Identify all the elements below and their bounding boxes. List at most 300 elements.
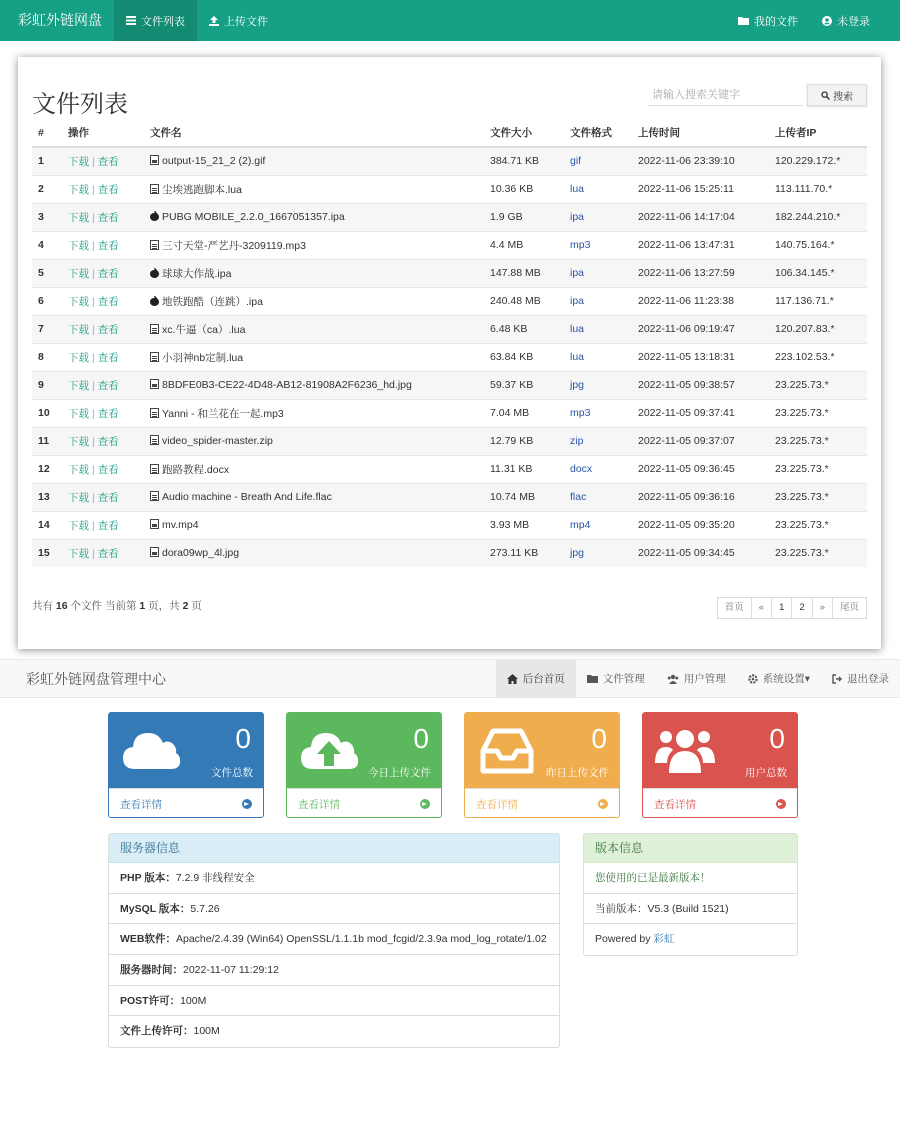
row-uploader-ip: 23.225.73.* bbox=[769, 483, 867, 511]
admin-menu-users-label: 用户管理 bbox=[683, 673, 726, 685]
table-row bbox=[32, 287, 867, 315]
version-info-title: 版本信息 bbox=[584, 834, 797, 863]
nav-my-files[interactable] bbox=[726, 0, 810, 41]
col-uploader-ip: 上传者IP bbox=[769, 119, 867, 147]
pager-last[interactable]: 尾页 bbox=[832, 597, 867, 619]
table-row bbox=[32, 147, 867, 175]
row-upload-time: 2022-11-06 15:25:11 bbox=[632, 175, 769, 203]
table-row bbox=[32, 343, 867, 371]
admin-menu-files-label: 文件管理 bbox=[602, 673, 645, 685]
users-icon bbox=[655, 723, 715, 778]
row-filename[interactable] bbox=[144, 371, 484, 399]
row-size: 63.84 KB bbox=[484, 343, 564, 371]
file-name: 球球大作战.ipa bbox=[162, 267, 232, 280]
row-index: 15 bbox=[32, 539, 62, 567]
info-value: 5.7.26 bbox=[190, 902, 220, 915]
row-index: 11 bbox=[32, 427, 62, 455]
row-size: 10.36 KB bbox=[484, 175, 564, 203]
stat-card-today-uploads bbox=[286, 712, 442, 818]
row-uploader-ip: 120.229.172.* bbox=[769, 147, 867, 175]
row-actions bbox=[62, 511, 144, 539]
row-size: 3.93 MB bbox=[484, 511, 564, 539]
file-name: 小羽神nb定制.lua bbox=[162, 351, 244, 364]
view-link[interactable]: 查看 bbox=[97, 351, 119, 364]
stat-card-total-users bbox=[642, 712, 798, 818]
row-index: 10 bbox=[32, 399, 62, 427]
gear-icon bbox=[748, 674, 758, 684]
user-icon bbox=[822, 16, 832, 26]
file-list-panel bbox=[18, 57, 881, 649]
row-actions bbox=[62, 315, 144, 343]
inbox-icon bbox=[477, 723, 537, 778]
row-actions bbox=[62, 343, 144, 371]
table-row bbox=[32, 539, 867, 567]
pager-next[interactable]: » bbox=[812, 597, 833, 619]
server-info-title: 服务器信息 bbox=[109, 834, 559, 863]
info-value: 100M bbox=[193, 1025, 220, 1038]
table-row bbox=[32, 259, 867, 287]
row-filename[interactable] bbox=[144, 259, 484, 287]
nav-my-files-label: 我的文件 bbox=[754, 15, 798, 28]
admin-menu-home[interactable] bbox=[496, 660, 576, 698]
file-name: output-15_21_2 (2).gif bbox=[162, 155, 266, 168]
server-info-web bbox=[109, 924, 559, 955]
search-icon bbox=[821, 91, 830, 100]
search-button-label: 搜索 bbox=[833, 91, 853, 103]
info-value: 7.2.9 非线程安全 bbox=[175, 872, 255, 884]
file-name: Yanni - 和兰花在一起.mp3 bbox=[162, 407, 284, 420]
card-head bbox=[643, 713, 797, 788]
download-link[interactable]: 下载 bbox=[68, 267, 89, 280]
row-actions bbox=[62, 175, 144, 203]
row-size: 12.79 KB bbox=[484, 427, 564, 455]
file-name: video_spider-master.zip bbox=[162, 435, 273, 447]
download-link[interactable]: 下载 bbox=[68, 295, 89, 308]
info-key: MySQL 版本： bbox=[120, 902, 191, 915]
apple-icon bbox=[150, 296, 159, 306]
info-key: POST许可： bbox=[120, 994, 181, 1007]
arrow-right-icon bbox=[776, 799, 786, 809]
row-format: mp3 bbox=[564, 399, 632, 427]
row-filename[interactable] bbox=[144, 231, 484, 259]
row-uploader-ip: 23.225.73.* bbox=[769, 455, 867, 483]
search-input[interactable] bbox=[648, 84, 803, 106]
document-file-icon bbox=[150, 464, 159, 474]
row-format: flac bbox=[564, 483, 632, 511]
version-latest-notice: 您使用的已是最新版本！ bbox=[584, 863, 797, 894]
row-uploader-ip: 117.136.71.* bbox=[769, 287, 867, 315]
row-size: 273.11 KB bbox=[484, 539, 564, 567]
download-link[interactable]: 下载 bbox=[68, 183, 89, 196]
nav-login[interactable] bbox=[810, 0, 882, 41]
row-actions bbox=[62, 147, 144, 175]
download-link[interactable]: 下载 bbox=[68, 239, 89, 252]
brand[interactable]: 彩虹外链网盘 bbox=[18, 12, 102, 28]
version-current-label: 当前版本： bbox=[595, 902, 648, 915]
table-row bbox=[32, 511, 867, 539]
admin-menu-files[interactable] bbox=[576, 660, 656, 698]
file-name: 三寸天堂-严艺丹-3209119.mp3 bbox=[162, 239, 306, 252]
row-index: 12 bbox=[32, 455, 62, 483]
row-uploader-ip: 120.207.83.* bbox=[769, 315, 867, 343]
row-format: lua bbox=[564, 343, 632, 371]
row-actions bbox=[62, 455, 144, 483]
row-format: ipa bbox=[564, 203, 632, 231]
version-current-value: V5.3 (Build 1521) bbox=[647, 902, 729, 915]
row-upload-time: 2022-11-06 13:27:59 bbox=[632, 259, 769, 287]
file-table-body bbox=[32, 147, 867, 567]
powered-link[interactable]: 彩虹 bbox=[653, 933, 675, 946]
row-upload-time: 2022-11-05 13:18:31 bbox=[632, 343, 769, 371]
view-link[interactable]: 查看 bbox=[97, 407, 119, 420]
version-powered bbox=[584, 924, 797, 955]
row-size: 147.88 MB bbox=[484, 259, 564, 287]
card-value: 0 bbox=[591, 723, 607, 754]
row-format: docx bbox=[564, 455, 632, 483]
image-file-icon bbox=[150, 379, 159, 389]
row-upload-time: 2022-11-06 14:17:04 bbox=[632, 203, 769, 231]
row-upload-time: 2022-11-05 09:38:57 bbox=[632, 371, 769, 399]
row-size: 10.74 MB bbox=[484, 483, 564, 511]
row-filename[interactable] bbox=[144, 399, 484, 427]
upload-icon bbox=[209, 16, 219, 26]
admin-navbar bbox=[0, 659, 900, 698]
logout-icon bbox=[832, 674, 842, 684]
card-details-label: 查看详情 bbox=[476, 798, 518, 811]
action-separator: | bbox=[92, 491, 95, 504]
file-name: 尘埃逃跑脚本.lua bbox=[162, 183, 242, 196]
card-label: 文件总数 bbox=[211, 767, 253, 779]
card-value: 0 bbox=[235, 723, 251, 754]
server-info-php bbox=[109, 863, 559, 894]
summary-page: 1 bbox=[139, 600, 146, 612]
row-filename[interactable] bbox=[144, 315, 484, 343]
col-action: 操作 bbox=[62, 119, 144, 147]
image-file-icon bbox=[150, 547, 159, 557]
view-link[interactable]: 查看 bbox=[97, 295, 119, 308]
row-upload-time: 2022-11-05 09:34:45 bbox=[632, 539, 769, 567]
document-file-icon bbox=[150, 324, 159, 334]
table-row bbox=[32, 175, 867, 203]
info-key: WEB软件： bbox=[120, 933, 176, 946]
view-link[interactable]: 查看 bbox=[97, 379, 119, 392]
row-actions bbox=[62, 399, 144, 427]
card-label: 今日上传文件 bbox=[368, 767, 431, 779]
admin-menu-home-label: 后台首页 bbox=[522, 673, 565, 685]
action-separator: | bbox=[92, 407, 95, 420]
card-details-label: 查看详情 bbox=[298, 798, 340, 811]
col-upload-time: 上传时间 bbox=[632, 119, 769, 147]
file-name: 8BDFE0B3-CE22-4D48-AB12-81908A2F6236_hd.jpg bbox=[162, 379, 412, 391]
file-name: 跑路教程.docx bbox=[162, 463, 230, 476]
info-value: Apache/2.4.39 (Win64) OpenSSL/1.1.1b mod_fcgid/2.3.9a mod_log_rotate/1.02 bbox=[176, 933, 547, 946]
row-index: 1 bbox=[32, 147, 62, 175]
action-separator: | bbox=[92, 519, 95, 532]
row-upload-time: 2022-11-05 09:36:16 bbox=[632, 483, 769, 511]
server-info-panel bbox=[108, 833, 560, 1048]
view-link[interactable]: 查看 bbox=[97, 267, 119, 280]
arrow-right-icon bbox=[420, 799, 430, 809]
arrow-right-icon bbox=[598, 799, 608, 809]
card-details-link[interactable] bbox=[465, 788, 619, 818]
row-filename[interactable] bbox=[144, 343, 484, 371]
document-file-icon bbox=[150, 435, 159, 445]
stat-card-yesterday-uploads bbox=[464, 712, 620, 818]
table-row bbox=[32, 203, 867, 231]
row-size: 384.71 KB bbox=[484, 147, 564, 175]
file-name: xc.牛逼（ca）.lua bbox=[162, 323, 246, 336]
cloud-icon bbox=[121, 723, 181, 778]
card-value: 0 bbox=[413, 723, 429, 754]
row-filename[interactable] bbox=[144, 147, 484, 175]
row-uploader-ip: 140.75.164.* bbox=[769, 231, 867, 259]
row-index: 5 bbox=[32, 259, 62, 287]
action-separator: | bbox=[92, 463, 95, 476]
card-details-link[interactable] bbox=[287, 788, 441, 818]
row-uploader-ip: 23.225.73.* bbox=[769, 399, 867, 427]
row-uploader-ip: 182.244.210.* bbox=[769, 203, 867, 231]
row-format: ipa bbox=[564, 287, 632, 315]
row-index: 8 bbox=[32, 343, 62, 371]
col-index: # bbox=[32, 119, 62, 147]
card-details-label: 查看详情 bbox=[654, 798, 696, 811]
col-size: 文件大小 bbox=[484, 119, 564, 147]
row-format: lua bbox=[564, 315, 632, 343]
action-separator: | bbox=[92, 155, 95, 168]
stat-card-total-files bbox=[108, 712, 264, 818]
card-details-link[interactable] bbox=[643, 788, 797, 818]
row-upload-time: 2022-11-06 13:47:31 bbox=[632, 231, 769, 259]
view-link[interactable]: 查看 bbox=[97, 183, 119, 196]
row-filename[interactable] bbox=[144, 483, 484, 511]
row-size: 6.48 KB bbox=[484, 315, 564, 343]
row-uploader-ip: 113.111.70.* bbox=[769, 175, 867, 203]
server-info-mysql bbox=[109, 894, 559, 925]
apple-icon bbox=[150, 268, 159, 278]
row-actions bbox=[62, 203, 144, 231]
card-head bbox=[465, 713, 619, 788]
image-file-icon bbox=[150, 519, 159, 529]
cloud-upload-icon bbox=[299, 723, 359, 778]
action-separator: | bbox=[92, 379, 95, 392]
download-link[interactable]: 下载 bbox=[68, 407, 89, 420]
row-upload-time: 2022-11-06 23:39:10 bbox=[632, 147, 769, 175]
document-file-icon bbox=[150, 491, 159, 501]
table-row bbox=[32, 315, 867, 343]
row-upload-time: 2022-11-05 09:36:45 bbox=[632, 455, 769, 483]
file-table bbox=[32, 119, 867, 567]
row-format: ipa bbox=[564, 259, 632, 287]
card-value: 0 bbox=[769, 723, 785, 754]
users-icon bbox=[667, 674, 679, 684]
row-upload-time: 2022-11-05 09:35:20 bbox=[632, 511, 769, 539]
summary-suffix: 页 bbox=[191, 600, 202, 612]
top-navbar bbox=[0, 0, 900, 41]
row-size: 240.48 MB bbox=[484, 287, 564, 315]
row-uploader-ip: 23.225.73.* bbox=[769, 427, 867, 455]
row-uploader-ip: 23.225.73.* bbox=[769, 539, 867, 567]
download-link[interactable]: 下载 bbox=[68, 491, 89, 504]
pager-first[interactable]: 首页 bbox=[717, 597, 752, 619]
row-index: 3 bbox=[32, 203, 62, 231]
col-format: 文件格式 bbox=[564, 119, 632, 147]
row-actions bbox=[62, 371, 144, 399]
row-format: zip bbox=[564, 427, 632, 455]
row-upload-time: 2022-11-05 09:37:07 bbox=[632, 427, 769, 455]
card-head bbox=[287, 713, 441, 788]
download-link[interactable]: 下载 bbox=[68, 155, 89, 168]
download-link[interactable]: 下载 bbox=[68, 547, 89, 560]
row-filename[interactable] bbox=[144, 539, 484, 567]
download-link[interactable]: 下载 bbox=[68, 519, 89, 532]
row-format: mp4 bbox=[564, 511, 632, 539]
info-value: 100M bbox=[180, 994, 207, 1007]
view-link[interactable]: 查看 bbox=[97, 463, 119, 476]
download-link[interactable]: 下载 bbox=[68, 435, 89, 448]
action-separator: | bbox=[92, 351, 95, 364]
info-key: 文件上传许可： bbox=[120, 1025, 194, 1038]
row-filename[interactable] bbox=[144, 203, 484, 231]
version-current bbox=[584, 894, 797, 925]
image-file-icon bbox=[150, 155, 159, 165]
powered-prefix: Powered by bbox=[595, 933, 654, 946]
summary-mid: 个文件 当前第 bbox=[70, 600, 137, 612]
view-link[interactable]: 查看 bbox=[97, 239, 119, 252]
admin-menu-logout-label: 退出登录 bbox=[847, 673, 889, 685]
card-label: 昨日上传文件 bbox=[546, 767, 609, 779]
row-index: 13 bbox=[32, 483, 62, 511]
action-separator: | bbox=[92, 239, 95, 252]
action-separator: | bbox=[92, 267, 95, 280]
row-index: 9 bbox=[32, 371, 62, 399]
search-bar bbox=[648, 84, 867, 106]
list-icon bbox=[126, 16, 136, 25]
card-label: 用户总数 bbox=[745, 767, 787, 779]
card-head bbox=[109, 713, 263, 788]
row-filename[interactable] bbox=[144, 511, 484, 539]
pager-page-1[interactable]: 1 bbox=[771, 597, 792, 619]
row-format: jpg bbox=[564, 539, 632, 567]
row-uploader-ip: 23.225.73.* bbox=[769, 371, 867, 399]
row-size: 11.31 KB bbox=[484, 455, 564, 483]
file-name: mv.mp4 bbox=[162, 519, 199, 531]
row-size: 7.04 MB bbox=[484, 399, 564, 427]
view-link[interactable]: 查看 bbox=[97, 211, 119, 224]
download-link[interactable]: 下载 bbox=[68, 351, 89, 364]
view-link[interactable]: 查看 bbox=[97, 547, 119, 560]
row-actions bbox=[62, 259, 144, 287]
row-filename[interactable] bbox=[144, 175, 484, 203]
document-file-icon bbox=[150, 352, 159, 362]
file-name: dora09wp_4l.jpg bbox=[162, 547, 240, 560]
row-uploader-ip: 23.225.73.* bbox=[769, 511, 867, 539]
action-separator: | bbox=[92, 435, 95, 448]
summary-pages: 2 bbox=[182, 600, 189, 612]
folder-icon bbox=[587, 674, 598, 683]
admin-menu bbox=[496, 660, 900, 698]
download-link[interactable]: 下载 bbox=[68, 211, 89, 224]
pager-prev[interactable]: « bbox=[751, 597, 772, 619]
row-upload-time: 2022-11-06 11:23:38 bbox=[632, 287, 769, 315]
row-format: lua bbox=[564, 175, 632, 203]
row-uploader-ip: 106.34.145.* bbox=[769, 259, 867, 287]
admin-menu-settings[interactable] bbox=[737, 660, 821, 698]
row-index: 7 bbox=[32, 315, 62, 343]
view-link[interactable]: 查看 bbox=[97, 519, 119, 532]
nav-upload-file[interactable] bbox=[197, 0, 280, 41]
card-details-link[interactable] bbox=[109, 788, 263, 818]
action-separator: | bbox=[92, 323, 95, 336]
download-link[interactable]: 下载 bbox=[68, 379, 89, 392]
download-link[interactable]: 下载 bbox=[68, 463, 89, 476]
action-separator: | bbox=[92, 183, 95, 196]
row-format: gif bbox=[564, 147, 632, 175]
row-filename[interactable] bbox=[144, 427, 484, 455]
view-link[interactable]: 查看 bbox=[97, 155, 119, 168]
home-icon bbox=[507, 674, 518, 684]
admin-menu-users[interactable] bbox=[656, 660, 737, 698]
arrow-right-icon bbox=[242, 799, 252, 809]
document-file-icon bbox=[150, 240, 159, 250]
view-link[interactable]: 查看 bbox=[97, 323, 119, 336]
summary-total: 16 bbox=[55, 600, 68, 612]
view-link[interactable]: 查看 bbox=[97, 435, 119, 448]
table-row bbox=[32, 371, 867, 399]
list-summary bbox=[32, 598, 202, 613]
view-link[interactable]: 查看 bbox=[97, 491, 119, 504]
server-info-upload bbox=[109, 1016, 559, 1047]
file-name: PUBG MOBILE_2.2.0_1667051357.ipa bbox=[162, 211, 345, 223]
admin-menu-settings-label: 系统设置▾ bbox=[762, 673, 810, 685]
row-actions bbox=[62, 287, 144, 315]
table-header-row bbox=[32, 119, 867, 147]
table-row bbox=[32, 399, 867, 427]
action-separator: | bbox=[92, 547, 95, 560]
info-value: 2022-11-07 11:29:12 bbox=[183, 964, 279, 977]
nav-login-label: 未登录 bbox=[837, 15, 870, 28]
info-key: 服务器时间： bbox=[120, 964, 183, 977]
row-index: 2 bbox=[32, 175, 62, 203]
row-actions bbox=[62, 483, 144, 511]
summary-prefix: 共有 bbox=[32, 600, 53, 612]
page-title: 文件列表 bbox=[32, 91, 128, 118]
file-name: 地铁跑酷（连跳）.ipa bbox=[162, 295, 263, 308]
row-upload-time: 2022-11-05 09:37:41 bbox=[632, 399, 769, 427]
summary-mid2: 页，共 bbox=[148, 600, 180, 612]
table-row bbox=[32, 427, 867, 455]
pager-page-2[interactable]: 2 bbox=[791, 597, 812, 619]
document-file-icon bbox=[150, 408, 159, 418]
nav-file-list[interactable] bbox=[114, 0, 197, 41]
admin-title[interactable]: 彩虹外链网盘管理中心 bbox=[26, 670, 166, 687]
row-actions bbox=[62, 427, 144, 455]
row-filename[interactable] bbox=[144, 455, 484, 483]
pagination bbox=[718, 597, 867, 619]
nav-upload-file-label: 上传文件 bbox=[224, 15, 268, 28]
search-button[interactable] bbox=[807, 84, 867, 106]
table-row bbox=[32, 483, 867, 511]
info-key: PHP 版本： bbox=[120, 872, 176, 884]
nav-file-list-label: 文件列表 bbox=[141, 15, 185, 28]
server-info-time bbox=[109, 955, 559, 986]
row-filename[interactable] bbox=[144, 287, 484, 315]
server-info-post bbox=[109, 986, 559, 1017]
row-upload-time: 2022-11-06 09:19:47 bbox=[632, 315, 769, 343]
admin-menu-logout[interactable] bbox=[821, 660, 900, 698]
version-info-panel bbox=[583, 833, 798, 956]
download-link[interactable]: 下载 bbox=[68, 323, 89, 336]
row-index: 4 bbox=[32, 231, 62, 259]
